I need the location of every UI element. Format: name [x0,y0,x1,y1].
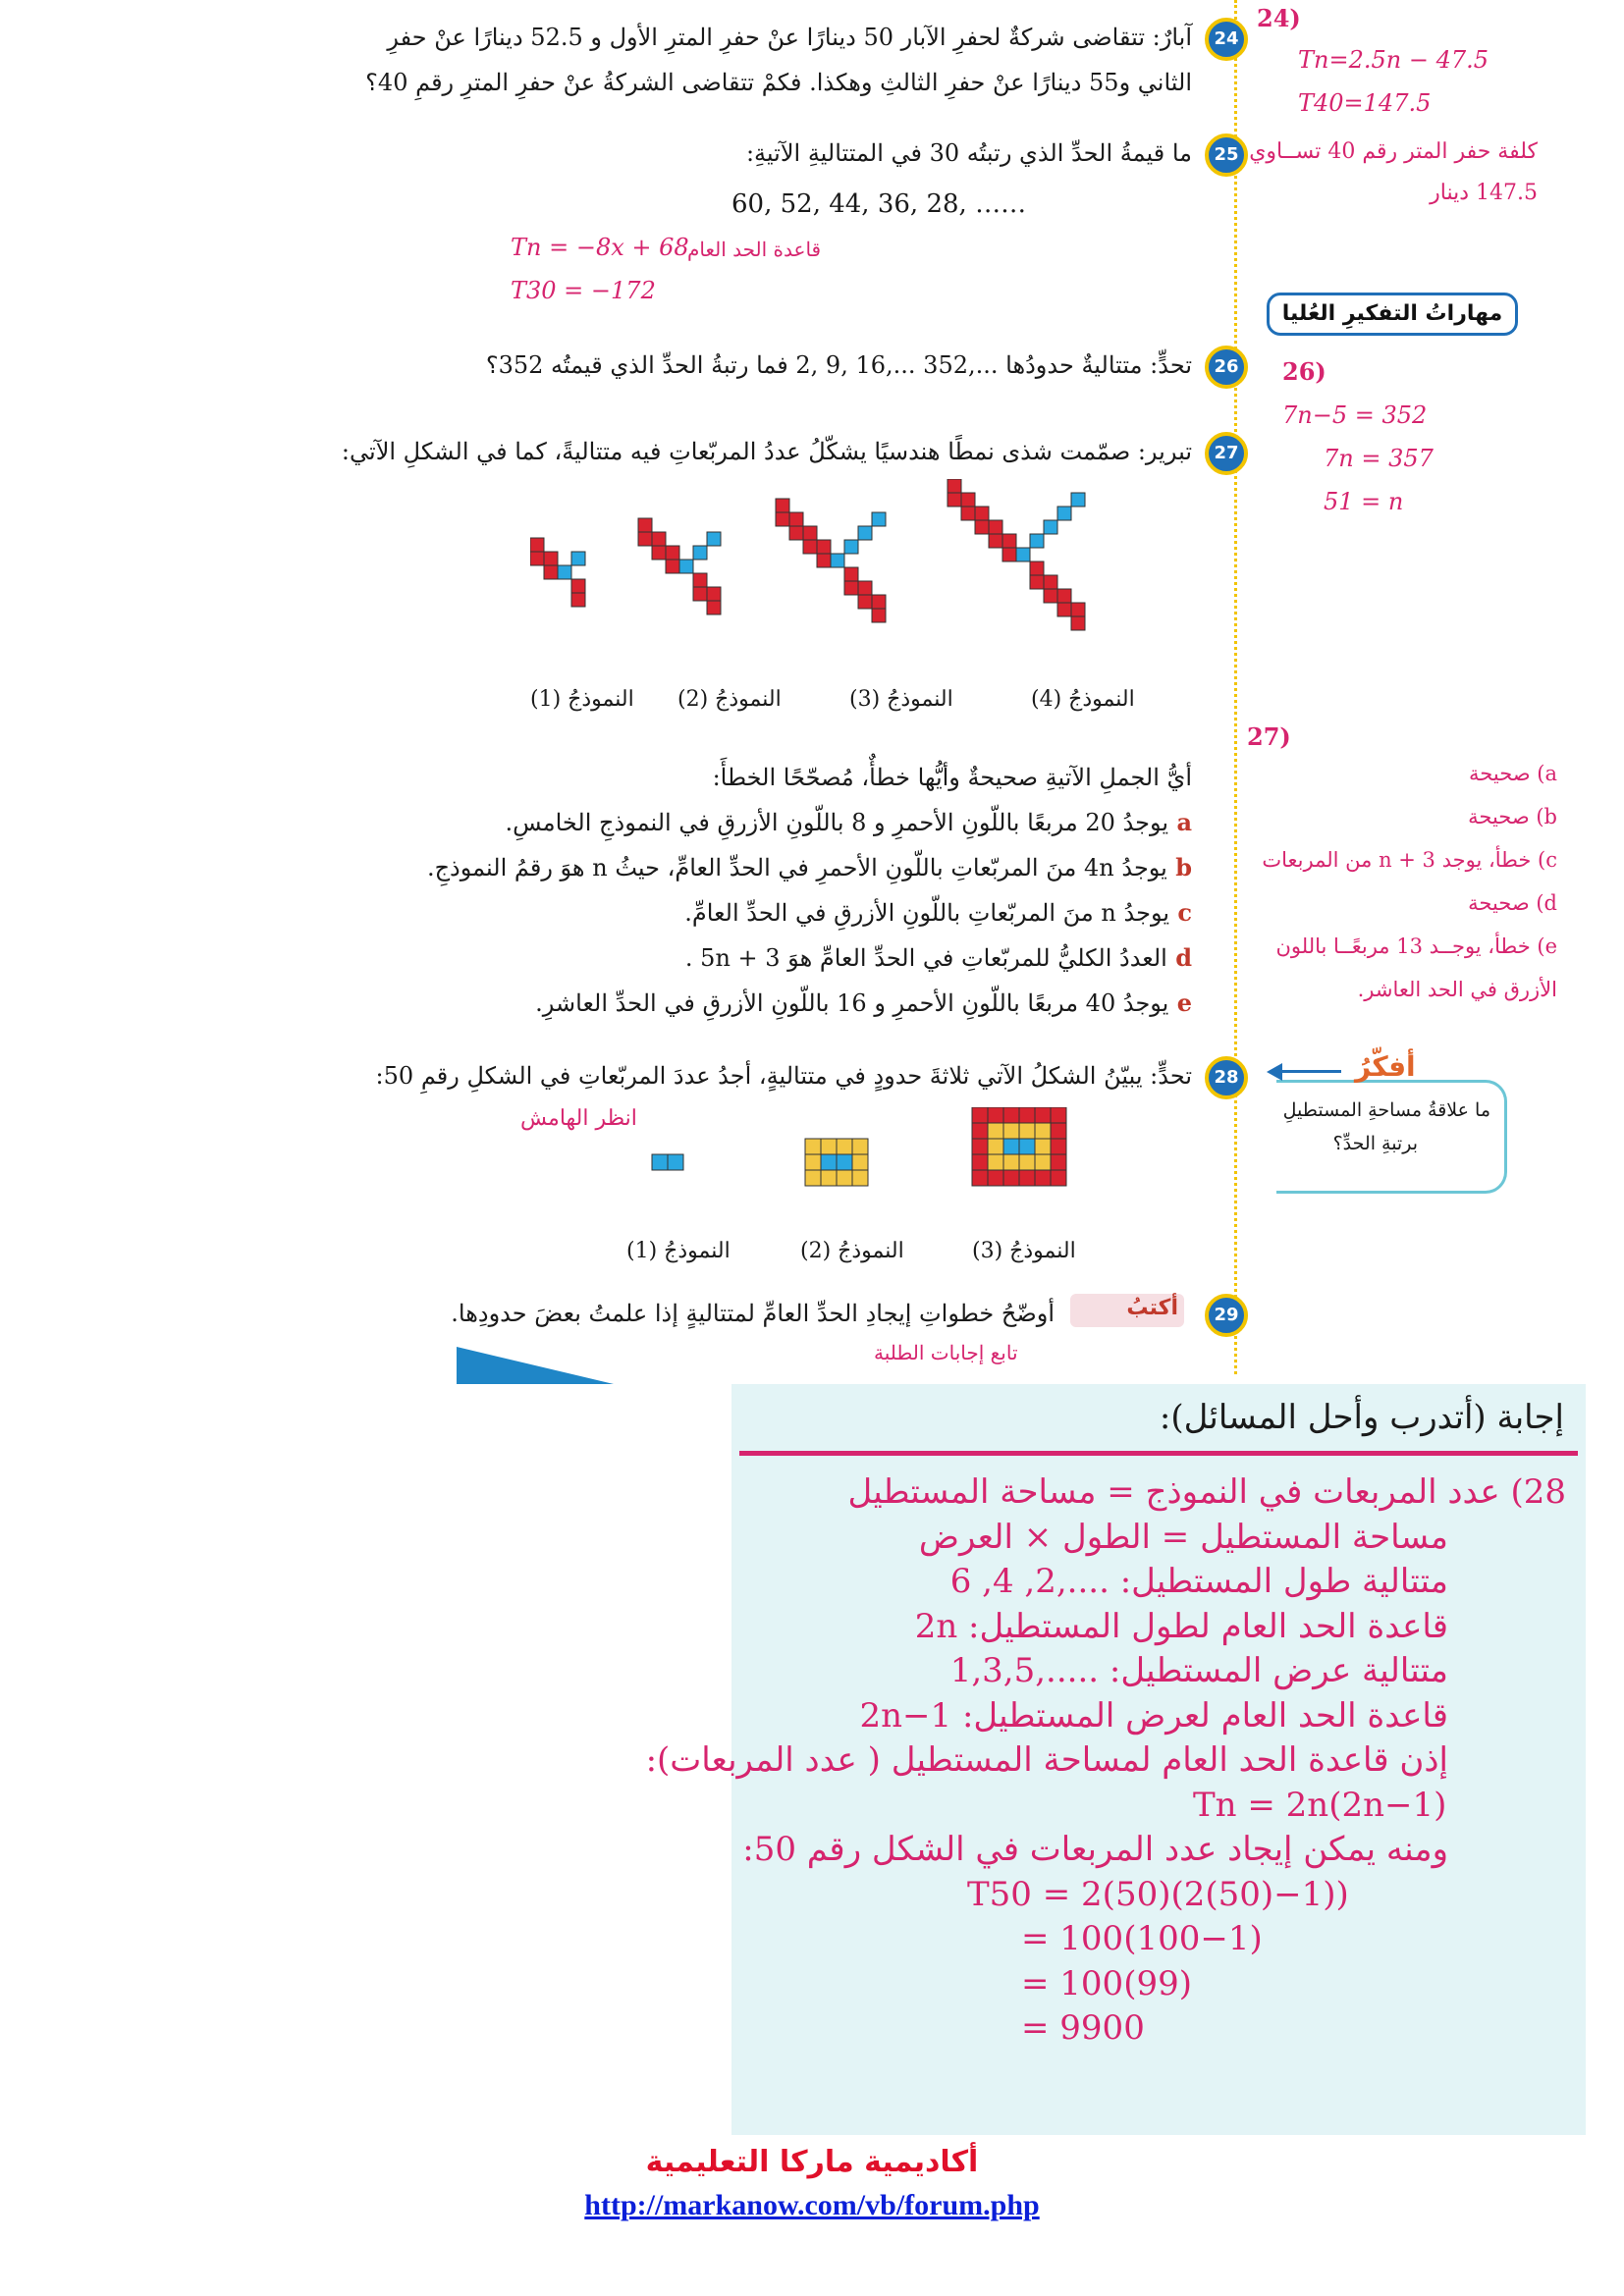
red-square [789,526,803,540]
blue-square [1057,507,1071,520]
yellow-square [852,1154,868,1170]
answer-panel [645,1384,1586,2135]
red-square [1035,1170,1051,1186]
yellow-square [1003,1123,1019,1139]
answer-25-line-1: كلفة حفر المتر رقم 40 تســاوي [1249,139,1538,164]
answer-panel-divider [739,1451,1578,1456]
answer-panel-line: مساحة المستطيل = الطول × العرض [918,1517,1448,1557]
red-square [1051,1107,1066,1123]
answer-panel-line: = 100(100−1) [1021,1919,1263,1958]
red-square [776,512,789,526]
question-number-badge: 28 [1205,1056,1248,1099]
answer-25-rule: Tn = −8x + 68 [511,234,689,261]
red-square [844,581,858,595]
red-square [858,581,872,595]
red-square [544,565,558,579]
question-number-badge: 25 [1205,133,1248,177]
figure-28-label-3: النموذجُ (3) [972,1239,1076,1263]
question-number-badge: 26 [1205,346,1248,389]
answer-panel-line: = 100(99) [1021,1963,1192,2003]
red-square [1035,1107,1051,1123]
red-square [858,595,872,609]
red-square [1057,603,1071,616]
yellow-square [1003,1154,1019,1170]
blue-square [837,1154,852,1170]
page-corner-triangle [457,1347,614,1384]
red-square [544,552,558,565]
answer-29-note: تابع إجابات الطلبة [874,1341,1018,1364]
question-27-item-c [446,897,1192,929]
blue-square [693,546,707,560]
answer-panel-title: إجابة (أتدرب وأحل المسائل): [1159,1398,1564,1437]
question-number-badge: 24 [1205,18,1248,61]
question-27-item-letter: a [1168,808,1192,836]
question-27-item-letter: b [1166,853,1192,881]
answer-panel-line: إذن قاعدة الحد العام لمساحة المستطيل ( عدد المربعات): [645,1740,1448,1780]
red-square [988,1170,1003,1186]
red-square [972,1154,988,1170]
question-29-line-1: أوضّحُ خطواتِ إيجادِ الحدِّ العامِّ لمتتاليةٍ إذا علمتُ بعضَ حدودِها. [451,1300,1055,1327]
question-27-item-text: يوجدُ 20 مربعًا باللّونِ الأحمرِ و 8 باللّونِ الأزرقِ في النموذجِ الخامسِ. [505,809,1169,836]
think-line-2: برتبةِ الحدِّ؟ [1332,1133,1418,1154]
red-square [707,601,721,614]
blue-square [1044,520,1057,534]
question-27-item-letter: c [1169,898,1192,927]
red-square [972,1107,988,1123]
question-27-item-text: يوجدُ 4n منَ المربّعاتِ باللّونِ الأحمرِ في الحدِّ العامِّ، حيثُ n هوَ رقمُ النموذجِ. [426,854,1167,881]
red-square [1003,1107,1019,1123]
answer-27-line: e) خطأ، يوجــد 13 مربعًــا باللون [1275,934,1557,958]
question-25-line-1: ما قيمةُ الحدِّ الذي رتبتُه 30 في المتتاليةِ الآتيةِ: [745,139,1192,167]
red-square [961,507,975,520]
question-number-badge: 29 [1205,1294,1248,1337]
yellow-square [805,1139,821,1154]
red-square [638,532,652,546]
arrow-shaft [1280,1070,1341,1073]
red-square [975,520,989,534]
red-square [1044,589,1057,603]
blue-square [558,565,571,579]
margin-separator [1234,0,1237,1374]
red-square [1044,575,1057,589]
blue-square [831,554,844,567]
red-square [571,579,585,593]
red-square [652,532,666,546]
answer-panel-line: متتالية عرض المستطيل: .....,1,3,5 [949,1651,1448,1690]
figure-27-label-2: النموذجُ (2) [677,687,782,712]
red-square [652,546,666,560]
blue-square [652,1154,668,1170]
question-27-item-text: يوجدُ n منَ المربّعاتِ باللّونِ الأزرقِ في الحدِّ العامِّ. [684,899,1170,927]
footer-academy-name: أكاديمية ماركا التعليمية [645,2145,979,2179]
answer-24-line-2: T40=147.5 [1298,89,1432,117]
answer-25-line-2: 147.5 دينار [1430,181,1538,205]
red-square [707,587,721,601]
yellow-square [988,1154,1003,1170]
red-square [1002,548,1016,561]
answer-24-head: 24) [1257,4,1301,32]
red-square [1051,1170,1066,1186]
answer-28-see-margin: انظر الهامش [520,1106,637,1131]
question-28-line-1: تحدٍّ: يبيّنُ الشكلُ الآتي ثلاثةَ حدودٍ في متتاليةٍ، أجدُ عددَ المربّعاتِ في الشكلِ رقمِ 50: [375,1062,1192,1090]
red-square [789,512,803,526]
question-27-item-letter: e [1168,988,1192,1017]
question-27-item-b [426,852,1192,883]
answer-panel-line: ومنه يمكن إيجاد عدد المربعات في الشكل رقم 50: [742,1830,1448,1869]
red-square [947,493,961,507]
blue-square [1019,1139,1035,1154]
blue-square [858,526,872,540]
red-square [1051,1123,1066,1139]
red-square [972,1139,988,1154]
question-27-figures [530,479,1159,675]
answer-26-line-2: 7n = 357 [1324,445,1434,472]
red-square [817,554,831,567]
answer-27-line: الأزرق في الحد العاشر. [1357,978,1557,1001]
yellow-square [837,1139,852,1154]
red-square [844,567,858,581]
write-tag-label: أكتبُ [1126,1296,1178,1320]
question-27-prompt: أيُّ الجملِ الآتيةِ صحيحةٌ وأيُّها خطأٌ، مُصحّحًا الخطأَ: [712,764,1192,791]
red-square [571,593,585,607]
red-square [693,587,707,601]
footer-forum-link[interactable]: http://markanow.com/vb/forum.php [584,2189,1040,2221]
think-line-1: ما علاقةُ مساحةِ المستطيلِ [1282,1099,1490,1121]
red-square [872,595,886,609]
yellow-square [852,1170,868,1186]
figure-28-label-2: النموذجُ (2) [800,1239,904,1263]
red-square [947,479,961,493]
question-27-item-text: يوجدُ 40 مربعًا باللّونِ الأحمرِ و 16 باللّونِ الأزرقِ في الحدِّ العاشرِ. [535,989,1169,1017]
answer-27-line: b) صحيحة [1468,805,1557,828]
yellow-square [988,1123,1003,1139]
blue-square [1003,1139,1019,1154]
answer-panel-line: متتالية طول المستطيل: ....,2, 4, 6 [949,1562,1448,1601]
answer-panel-line: 28) عدد المربعات في النموذج = مساحة المستطيل [847,1472,1566,1512]
yellow-square [1019,1123,1035,1139]
question-27-item-d [446,942,1192,974]
blue-square [1030,534,1044,548]
red-square [988,1107,1003,1123]
answer-panel-line: = 9900 [1021,2008,1145,2048]
yellow-square [1035,1139,1051,1154]
blue-square [707,532,721,546]
red-square [530,552,544,565]
blue-square [1071,493,1085,507]
answer-26-line-3: 51 = n [1324,488,1404,515]
red-square [989,534,1002,548]
yellow-square [837,1170,852,1186]
yellow-square [988,1139,1003,1154]
yellow-square [1035,1123,1051,1139]
answer-panel-line: Tn = 2n(2n−1) [1193,1785,1447,1825]
red-square [1003,1170,1019,1186]
blue-square [844,540,858,554]
answer-27-line: c) خطأ، يوجد 3 + n من المربعات [1262,848,1557,872]
answer-26-head: 26) [1282,357,1326,386]
question-26-line-1: تحدٍّ: متتاليةٌ حدودُها ...,352 ...,16 ,9 ,2 فما رتبةُ الحدِّ الذي قيمتُه 352؟ [485,351,1192,379]
question-24-line-1: آبارٌ: تتقاضى شركةٌ لحفرِ الآبار 50 دينارًا عنْ حفرِ المترِ الأول و 52.5 دينارًا عنْ حفرِ [387,24,1192,51]
red-square [666,560,679,573]
question-27-item-e [446,988,1192,1019]
red-square [1030,561,1044,575]
yellow-square [1019,1154,1035,1170]
yellow-square [805,1170,821,1186]
red-square [803,526,817,540]
red-square [872,609,886,622]
red-square [776,499,789,512]
red-square [638,518,652,532]
blue-square [668,1154,683,1170]
red-square [975,507,989,520]
blue-square [1016,548,1030,561]
blue-square [872,512,886,526]
figure-27-label-1: النموذجُ (1) [530,687,634,712]
yellow-square [821,1170,837,1186]
answer-27-line: a) صحيحة [1469,762,1557,785]
figure-28-label-1: النموذجُ (1) [626,1239,731,1263]
answer-25-rule-label: قاعدة الحد العام [687,238,822,261]
red-square [1051,1139,1066,1154]
answer-panel-line: قاعدة الحد العام لعرض المستطيل: 2n−1 [859,1695,1448,1735]
question-28-figures [648,1107,1110,1235]
figure-27-label-4: النموذجُ (4) [1031,687,1135,712]
red-square [989,520,1002,534]
yellow-square [852,1139,868,1154]
question-25-sequence: 60, 52, 44, 36, 28, …… [731,189,1027,219]
question-27-line-1: تبرير: صمّمت شذى نمطًا هندسيًا يشكّلُ عددُ المربّعاتِ فيه متتاليةً، كما في الشكلِ الآتي: [341,438,1192,465]
red-square [1071,603,1085,616]
red-square [972,1170,988,1186]
red-square [693,573,707,587]
question-27-item-text: العددُ الكليُّ للمربّعاتِ في الحدِّ العامِّ هوَ 5n + 3 . [684,944,1167,972]
red-square [803,540,817,554]
answer-24-line-1: Tn=2.5n − 47.5 [1298,46,1489,74]
question-number-badge: 27 [1205,432,1248,475]
red-square [817,540,831,554]
higher-thinking-skills-label: مهاراتُ التفكيرِ العُليا [1267,293,1518,336]
yellow-square [1035,1154,1051,1170]
red-square [1002,534,1016,548]
answer-26-line-1: 7n−5 = 352 [1282,401,1428,429]
red-square [961,493,975,507]
red-square [530,538,544,552]
think-title: أفكّرُ [1355,1050,1416,1083]
red-square [1051,1154,1066,1170]
question-24-line-2: الثاني و55 دينارًا عنْ حفرِ الثالثِ وهكذا. فكمْ تتقاضى الشركةُ عنْ حفرِ المترِ رقمِ 40؟ [365,69,1192,96]
red-square [1030,575,1044,589]
yellow-square [821,1139,837,1154]
red-square [1057,589,1071,603]
figure-27-label-3: النموذجُ (3) [849,687,953,712]
red-square [1019,1107,1035,1123]
answer-27-head: 27) [1247,722,1291,751]
blue-square [571,552,585,565]
blue-square [821,1154,837,1170]
red-square [1019,1170,1035,1186]
answer-25-t30: T30 = −172 [511,277,656,304]
red-square [1071,616,1085,630]
yellow-square [805,1154,821,1170]
question-27-item-letter: d [1166,943,1192,972]
question-27-item-a [446,807,1192,838]
red-square [972,1123,988,1139]
blue-square [679,560,693,573]
answer-panel-line: قاعدة الحد العام لطول المستطيل: 2n [914,1606,1448,1646]
red-square [666,546,679,560]
answer-27-line: d) صحيحة [1468,891,1557,915]
answer-panel-line: T50 = 2(50)(2(50)−1)) [967,1874,1349,1914]
